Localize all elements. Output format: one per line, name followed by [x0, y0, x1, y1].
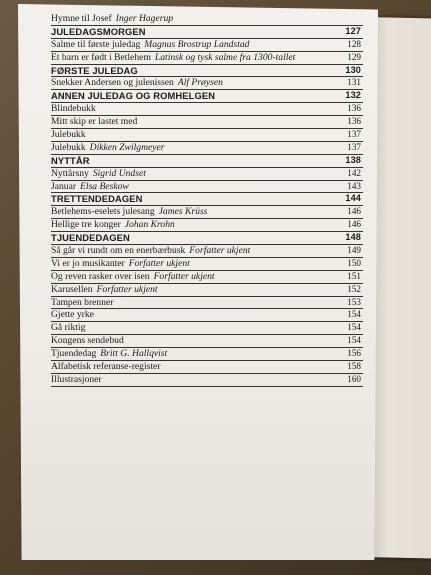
toc-page-number: 131 [347, 77, 361, 88]
toc-author: Britt G. Hallqvist [100, 348, 168, 360]
toc-page-number: 137 [347, 129, 361, 140]
toc-page-number: 136 [347, 103, 361, 114]
toc-entry-row [51, 271, 363, 284]
toc-section-row [51, 193, 363, 206]
toc-entry-row [51, 335, 363, 348]
toc-author: Dikken Zwilgmeyer [89, 141, 165, 153]
toc-page-number: 156 [347, 348, 361, 359]
toc-title: Kongens sendebud [51, 335, 124, 347]
toc-title: ANNEN JULEDAG OG ROMHELGEN [51, 90, 216, 102]
toc-title: Januar [51, 180, 77, 192]
toc-title: Gå riktig [51, 322, 86, 334]
toc-section-row [51, 232, 363, 245]
toc-title: NYTTÅR [51, 154, 90, 166]
toc-page-number: 142 [347, 167, 361, 178]
toc-entry-row [51, 168, 363, 181]
toc-title: Julebukk [51, 141, 86, 153]
toc-entry-row [51, 361, 363, 374]
toc-page-number: 146 [347, 219, 361, 230]
toc-title: Et barn er født i Betlehem [51, 51, 151, 63]
toc-title: Karusellen [51, 283, 93, 295]
toc-title: Alfabetisk referanse-register [51, 361, 161, 373]
toc-author: Sigrid Undset [92, 167, 146, 179]
toc-entry-row [51, 374, 363, 387]
toc-entry-row [51, 284, 363, 297]
toc-title: Tampen brenner [51, 296, 114, 308]
toc-author: Forfatter ukjent [96, 283, 158, 295]
toc-title: TJUENDEDAGEN [51, 232, 130, 244]
toc-page-number: 132 [345, 90, 361, 101]
toc-entry-row [51, 348, 363, 361]
facing-page [372, 17, 431, 559]
table-of-contents [51, 13, 363, 387]
toc-section-row [51, 155, 363, 168]
toc-entry-row [51, 39, 363, 52]
toc-section-row [51, 90, 363, 103]
toc-title: Mitt skip er lastet med [51, 116, 138, 128]
toc-title: TRETTENDEDAGEN [51, 193, 143, 205]
toc-title: Så går vi rundt om en enerbærbusk [51, 245, 186, 257]
toc-title: Illustrasjoner [51, 373, 102, 385]
toc-title: Nyttårsny [51, 167, 89, 179]
toc-page-number: 129 [347, 51, 361, 62]
toc-page-number: 144 [345, 193, 361, 204]
toc-author: Forfatter ukjent [153, 270, 215, 282]
toc-entry-row [51, 219, 363, 232]
toc-page-number: 136 [347, 116, 361, 127]
toc-page-number: 130 [345, 64, 361, 75]
toc-entry-row [51, 245, 363, 258]
toc-section-row [51, 65, 363, 78]
toc-author: Forfatter ukjent [189, 245, 251, 257]
toc-page-number: 127 [345, 25, 361, 36]
toc-entry-row [51, 13, 363, 26]
toc-page-number: 160 [347, 373, 361, 384]
toc-author: Alf Prøysen [177, 77, 223, 89]
toc-entry-row [51, 103, 363, 116]
toc-author: James Krüss [158, 206, 208, 218]
toc-title: Vi er jo musikanter [51, 257, 125, 269]
toc-page-number: 158 [347, 361, 361, 372]
toc-entry-row [51, 77, 363, 90]
toc-title: Betlehems-eselets julesang [51, 206, 155, 218]
toc-section-row [51, 26, 363, 39]
toc-title: Hymne til Josef [51, 13, 112, 24]
toc-title: Snekker Andersen og julenissen [51, 77, 174, 89]
toc-page-number: 152 [347, 283, 361, 294]
toc-author: Johan Krohn [124, 219, 175, 231]
toc-entry-row [51, 297, 363, 310]
toc-page-number: 146 [347, 206, 361, 217]
toc-page-number: 154 [347, 309, 361, 320]
toc-entry-row [51, 181, 363, 194]
toc-title: Blindebukk [51, 103, 96, 115]
toc-entry-row [51, 309, 363, 322]
toc-title: JULEDAGSMORGEN [51, 25, 146, 37]
toc-author: Elsa Beskow [80, 180, 129, 192]
toc-entry-row [51, 116, 363, 129]
toc-entry-row [51, 322, 363, 335]
toc-title: Salme til første juledag [51, 38, 141, 50]
toc-page-number: 151 [347, 270, 361, 281]
toc-title: Julebukk [51, 129, 86, 141]
toc-page-number: 154 [347, 335, 361, 346]
toc-entry-row [51, 258, 363, 271]
toc-page-number: 128 [347, 38, 361, 49]
toc-author: Latinsk og tysk salme fra 1300-tallet [154, 51, 296, 63]
toc-entry-row [51, 206, 363, 219]
toc-author: Magnus Brostrup Landstad [144, 38, 250, 50]
toc-title: Tjuendedag [51, 348, 97, 360]
toc-page-number: 150 [347, 257, 361, 268]
toc-page-number: 153 [347, 296, 361, 307]
toc-author: Inger Hagerup [115, 13, 174, 24]
toc-title: Hellige tre konger [51, 219, 121, 231]
toc-entry-row [51, 142, 363, 155]
toc-page-number: 137 [347, 141, 361, 152]
toc-page-number: 149 [347, 245, 361, 256]
toc-title: FØRSTE JULEDAG [51, 64, 138, 76]
toc-title: Og reven rasker over isen [51, 270, 150, 282]
toc-page-number: 148 [345, 232, 361, 243]
toc-page-number: 138 [345, 154, 361, 165]
toc-title: Gjette yrke [51, 309, 94, 321]
toc-author: Forfatter ukjent [128, 257, 190, 269]
toc-page-number: 154 [347, 322, 361, 333]
toc-entry-row [51, 129, 363, 142]
toc-entry-row [51, 52, 363, 65]
toc-page-number: 143 [347, 180, 361, 191]
